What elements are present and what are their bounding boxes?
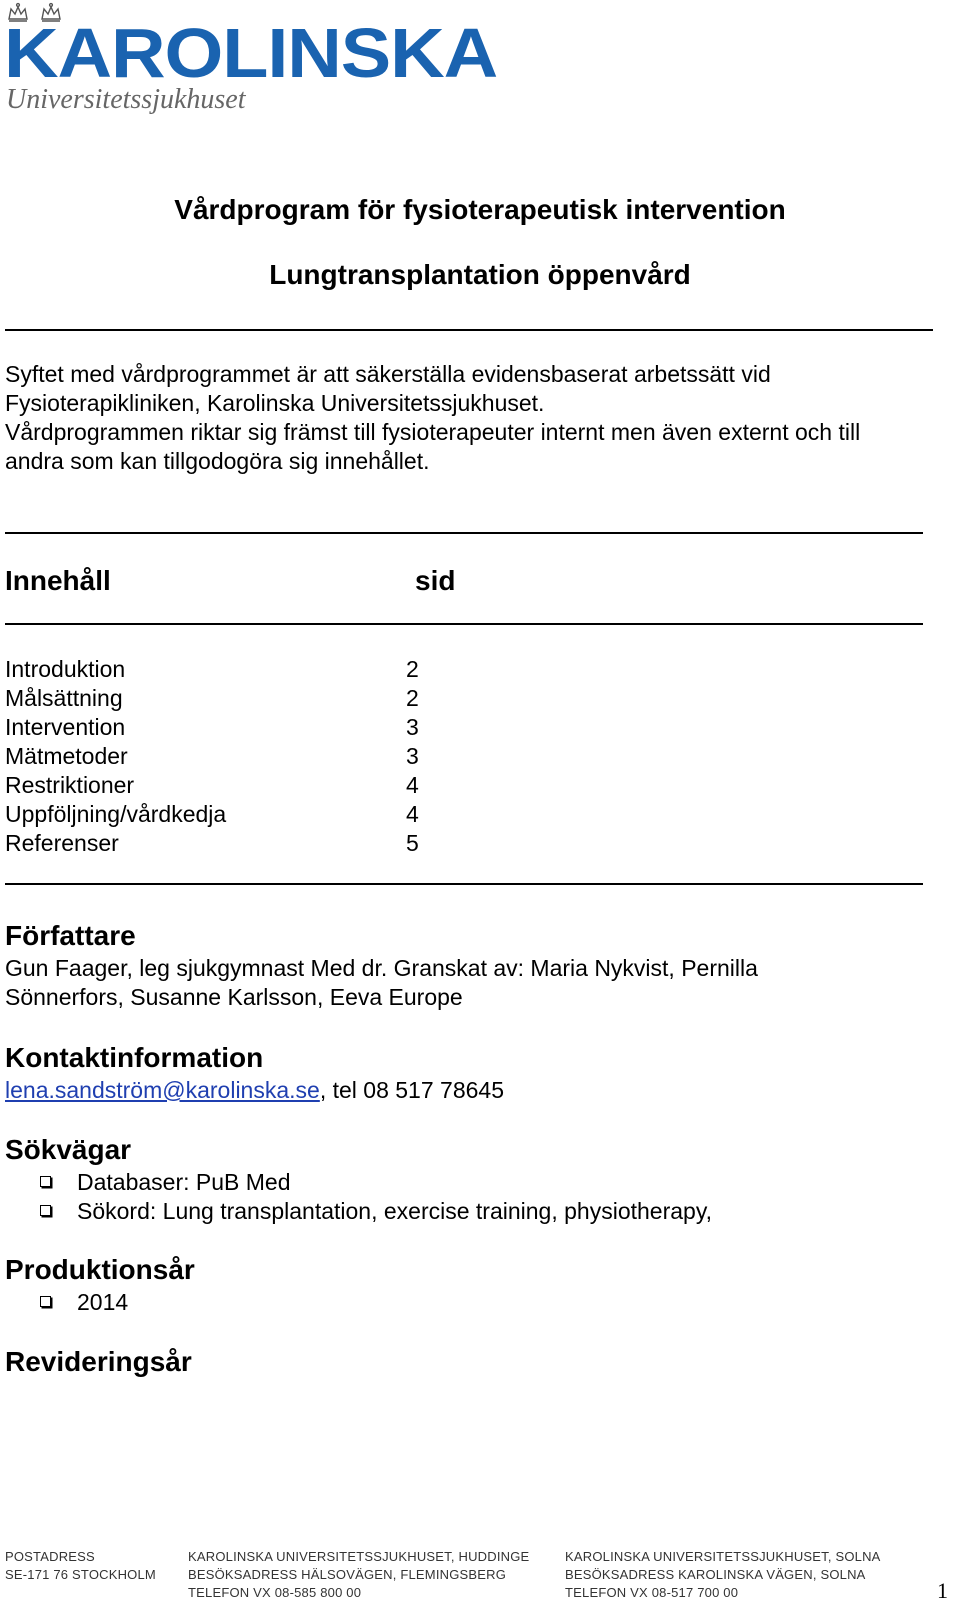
footer-text: POSTADRESS — [5, 1549, 95, 1564]
toc-item-page: 4 — [406, 801, 419, 827]
checkbox-bullet-icon — [40, 1296, 51, 1307]
toc-item-page: 3 — [406, 743, 419, 769]
list-item — [40, 1288, 128, 1317]
toc-item-label: Restriktioner — [5, 772, 135, 798]
toc-item-label: Uppföljning/vårdkedja — [5, 801, 227, 827]
toc-item — [5, 655, 445, 684]
toc-item-page: 2 — [406, 656, 419, 682]
contact-line — [5, 1076, 504, 1105]
list-item — [40, 1168, 291, 1197]
contact-phone: , tel 08 517 78645 — [319, 1077, 504, 1103]
toc-item — [5, 771, 445, 800]
document-subtitle: Lungtransplantation öppenvård — [269, 259, 691, 290]
contact-email-link[interactable]: lena.sandström@karolinska.se — [5, 1077, 320, 1103]
toc-item — [5, 829, 445, 858]
toc-page-heading: sid — [415, 565, 456, 596]
intro-line-1: Syftet med vårdprogrammet är att säkerställa evidensbaserat arbetssätt vid — [5, 361, 771, 387]
toc-item — [5, 713, 445, 742]
contact-heading: Kontaktinformation — [5, 1042, 264, 1073]
toc-item — [5, 684, 445, 713]
toc-item-label: Mätmetoder — [5, 743, 128, 769]
toc-item-label: Introduktion — [5, 656, 126, 682]
document-title: Vårdprogram för fysioterapeutisk intervention — [174, 194, 786, 225]
footer-text: TELEFON VX 08-585 800 00 — [188, 1585, 362, 1600]
footer-postal-address — [5, 1548, 156, 1584]
list-item — [40, 1197, 712, 1226]
toc-heading: Innehåll — [5, 565, 111, 596]
list-item-text: Sökord: Lung transplantation, exercise training, physiotherapy, — [77, 1198, 713, 1224]
footer-text: KAROLINSKA UNIVERSITETSSJUKHUSET, HUDDINGE — [188, 1549, 530, 1564]
footer-solna — [565, 1548, 881, 1602]
divider — [5, 532, 923, 534]
checkbox-bullet-icon — [40, 1205, 51, 1216]
logo-subtitle: Universitetssjukhuset — [6, 84, 246, 115]
toc-item — [5, 742, 445, 771]
revision-heading: Revideringsår — [5, 1346, 192, 1377]
list-item-text: 2014 — [77, 1289, 129, 1315]
authors-heading: Författare — [5, 920, 136, 951]
divider — [5, 883, 923, 885]
list-item-text: Databaser: PuB Med — [77, 1169, 291, 1195]
page-number: 1 — [937, 1578, 948, 1603]
checkbox-bullet-icon — [40, 1176, 51, 1187]
toc-item-label: Målsättning — [5, 685, 123, 711]
toc-item — [5, 800, 445, 829]
footer-huddinge — [188, 1548, 529, 1602]
footer-text: SE-171 76 STOCKHOLM — [5, 1567, 156, 1582]
footer-text: BESÖKSADRESS KAROLINSKA VÄGEN, SOLNA — [565, 1567, 866, 1582]
logo-wordmark: KAROLINSKA — [4, 14, 498, 92]
footer-text: KAROLINSKA UNIVERSITETSSJUKHUSET, SOLNA — [565, 1549, 881, 1564]
production-heading: Produktionsår — [5, 1254, 195, 1285]
divider — [5, 623, 923, 625]
toc-item-label: Referenser — [5, 830, 119, 856]
authors-line-1: Gun Faager, leg sjukgymnast Med dr. Granskat av: Maria Nykvist, Pernilla — [5, 955, 758, 981]
intro-line-3: Vårdprogrammen riktar sig främst till fysioterapeuter internt men även externt och till — [5, 419, 861, 445]
toc-item-page: 3 — [406, 714, 419, 740]
toc-item-page: 4 — [406, 772, 419, 798]
intro-line-4: andra som kan tillgodogöra sig innehållet. — [5, 448, 430, 474]
intro-line-2: Fysioterapikliniken, Karolinska Universitetssjukhuset. — [5, 390, 545, 416]
toc-item-label: Intervention — [5, 714, 126, 740]
divider — [5, 329, 933, 331]
toc-item-page: 2 — [406, 685, 419, 711]
toc-item-page: 5 — [406, 830, 419, 856]
authors-line-2: Sönnerfors, Susanne Karlsson, Eeva Europe — [5, 984, 463, 1010]
footer-text: BESÖKSADRESS HÄLSOVÄGEN, FLEMINGSBERG — [188, 1567, 507, 1582]
footer-text: TELEFON VX 08-517 700 00 — [565, 1585, 739, 1600]
search-heading: Sökvägar — [5, 1134, 132, 1165]
